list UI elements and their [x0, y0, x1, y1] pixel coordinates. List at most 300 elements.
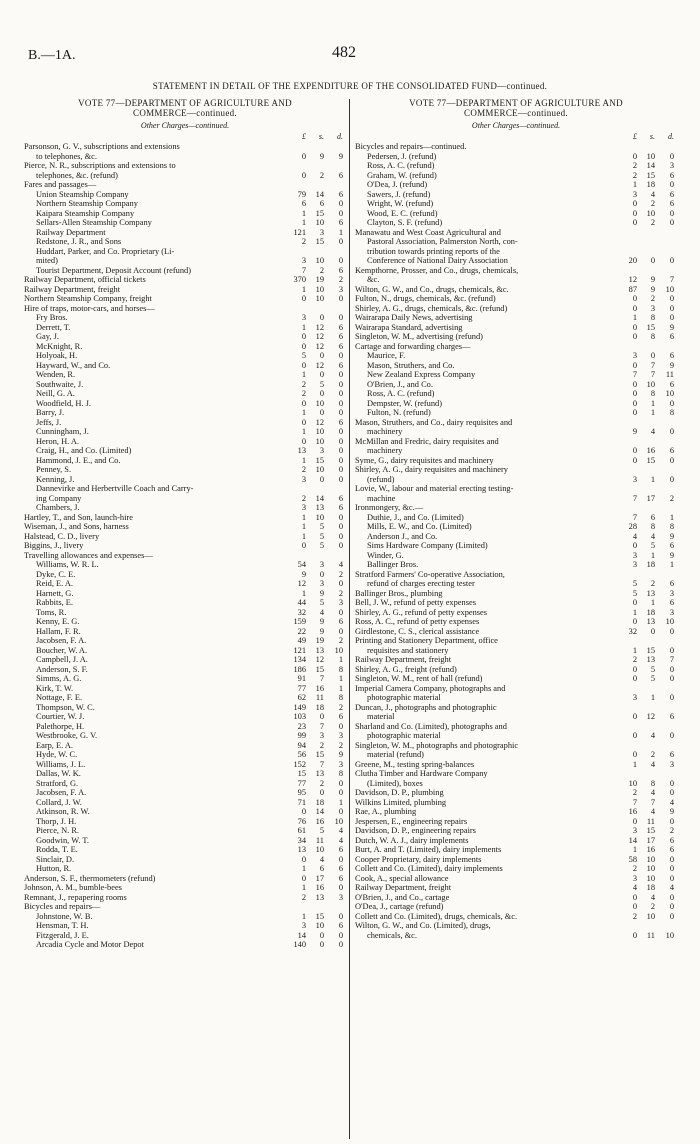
list-item: [24, 380, 346, 390]
amount-pence: 2: [338, 636, 343, 645]
amount-shillings: 14: [646, 161, 655, 170]
item-description: Dempster, W. (refund): [367, 398, 443, 408]
list-item: [355, 617, 677, 627]
amount-pence: 0: [669, 902, 674, 911]
amount-pence: 0: [338, 389, 343, 398]
item-description: Jacobsen, F. A.: [36, 636, 87, 645]
list-item: [24, 475, 346, 485]
item-description: Wairarapa Daily News, advertising: [355, 313, 473, 322]
item-description: Jacobsen, F. A.: [36, 788, 87, 797]
amount-pence: 1: [338, 655, 343, 664]
list-item: [355, 712, 677, 722]
list-item: [24, 627, 346, 637]
amount-pence: 1: [338, 797, 343, 807]
item-description: Penney, S.: [36, 465, 72, 474]
item-description: Ross, A. C. (refund): [367, 389, 435, 398]
item-description: Johnstone, W. B.: [36, 911, 93, 921]
item-description: Lovie, W., labour and material erecting testing-: [355, 484, 514, 493]
amount-pounds: 0: [632, 389, 637, 398]
amount-pounds: 0: [632, 750, 637, 759]
item-description: machine: [367, 493, 396, 503]
list-item: [355, 760, 677, 770]
expenditure-list: [24, 142, 346, 950]
amount-shillings: 11: [646, 930, 655, 940]
amount-pounds: 0: [632, 151, 637, 161]
item-description: Duthie, J., and Co. (Limited): [367, 512, 464, 522]
amount-pounds: 32: [628, 626, 637, 636]
item-description: O'Dea, J., cartage (refund): [355, 902, 444, 911]
amount-pounds: 23: [297, 721, 306, 731]
list-item: [24, 427, 346, 437]
amount-shillings: 12: [315, 341, 324, 351]
amount-shillings: 10: [315, 465, 324, 474]
item-description: Remnant, J., repapering rooms: [24, 892, 127, 902]
page-number: 482: [332, 44, 356, 61]
list-item: [355, 883, 677, 893]
list-item: [355, 513, 677, 523]
item-description: Conference of National Dairy Association: [367, 256, 508, 265]
amount-pounds: 0: [301, 294, 306, 303]
list-item: [24, 560, 346, 570]
amount-pence: 0: [669, 294, 674, 303]
amount-shillings: 17: [646, 835, 655, 845]
item-description: Hutton, R.: [36, 864, 72, 873]
list-item: [355, 788, 677, 798]
list-item: [24, 513, 346, 523]
amount-shillings: 15: [646, 455, 655, 465]
amount-shillings: 7: [319, 759, 324, 769]
item-description: Syme, G., dairy requisites and machinery: [355, 455, 494, 465]
list-item: [24, 275, 346, 285]
amount-shillings: 9: [650, 275, 655, 284]
amount-pence: 0: [669, 151, 674, 161]
amount-pounds: 152: [293, 759, 306, 769]
list-item: [24, 209, 346, 219]
amount-pence: 1: [669, 512, 674, 522]
amount-pence: 4: [338, 560, 343, 569]
list-item: [355, 389, 677, 399]
amount-pounds: 7: [632, 797, 637, 807]
amount-pounds: 0: [301, 854, 306, 864]
list-item: [24, 750, 346, 760]
amount-pounds: 1: [301, 864, 306, 873]
amount-pence: 6: [338, 712, 343, 721]
item-description: Campbell, J. A.: [36, 655, 88, 664]
amount-pence: 6: [338, 332, 343, 341]
item-description: Wilton, G. W., and Co. (Limited), drugs,: [355, 921, 491, 930]
amount-shillings: 10: [315, 921, 324, 930]
amount-pence: 6: [669, 351, 674, 360]
amount-shillings: 5: [650, 664, 655, 674]
item-description: chemicals, &c.: [367, 930, 417, 940]
amount-shillings: 19: [315, 636, 324, 645]
item-description: New Zealand Express Company: [367, 370, 476, 379]
amount-shillings: 15: [646, 826, 655, 835]
amount-pence: 9: [338, 750, 343, 759]
amount-shillings: 0: [319, 313, 324, 322]
amount-pence: 0: [338, 427, 343, 436]
amount-shillings: 19: [315, 275, 324, 284]
list-item: [24, 199, 346, 209]
expenditure-list: [355, 142, 677, 940]
amount-pounds: 87: [628, 284, 637, 294]
amount-shillings: 0: [650, 256, 655, 265]
list-item: [355, 931, 677, 941]
item-description: Cunningham, J.: [36, 427, 89, 436]
amount-pence: 10: [334, 816, 343, 826]
item-description: Boucher, W. A.: [36, 645, 88, 655]
item-description: Wood, E. C. (refund): [367, 208, 438, 218]
item-description: Railway Department, official tickets: [24, 275, 146, 284]
amount-shillings: 13: [315, 645, 324, 655]
list-item: [24, 921, 346, 931]
amount-pounds: 14: [297, 930, 306, 940]
amount-pounds: 1: [301, 408, 306, 417]
item-description: Huddart, Parker, and Co. Proprietary (Li-: [36, 246, 175, 256]
item-description: O'Brien, J., and Co., cartage: [355, 892, 450, 902]
item-description: Biggins, J., livery: [24, 541, 84, 550]
amount-pence: 0: [669, 427, 674, 436]
item-description: Union Steamship Company: [36, 189, 129, 199]
amount-pence: 0: [669, 474, 674, 484]
list-item: [24, 361, 346, 371]
amount-pounds: 3: [301, 256, 306, 265]
item-description: Ross, A. C. (refund): [367, 161, 435, 170]
list-item: [355, 218, 677, 228]
list-item: [355, 456, 677, 466]
item-description: Southwaite, J.: [36, 379, 84, 389]
amount-pence: 10: [665, 284, 674, 294]
item-description: Fulton, N., drugs, chemicals, &c. (refund): [355, 294, 496, 303]
item-description: to telephones, &c.: [36, 151, 97, 161]
amount-shillings: 8: [650, 778, 655, 788]
list-item: [355, 541, 677, 551]
amount-pounds: 1: [301, 911, 306, 921]
item-description: Singleton, W. M., rent of hall (refund): [355, 674, 483, 683]
amount-shillings: 10: [315, 427, 324, 436]
amount-pounds: 32: [297, 607, 306, 617]
amount-pence: 8: [669, 408, 674, 417]
amount-pounds: 0: [301, 170, 306, 180]
list-item: [355, 532, 677, 542]
list-item: [24, 589, 346, 599]
amount-shillings: 10: [315, 845, 324, 854]
item-description: refund of charges erecting tester: [367, 579, 475, 588]
amount-pounds: 2: [632, 170, 637, 180]
amount-shillings: 12: [315, 655, 324, 664]
amount-pence: 0: [669, 788, 674, 797]
item-description: Nottage, F. E.: [36, 693, 83, 702]
amount-pounds: 2: [632, 864, 637, 873]
list-item: [355, 475, 677, 485]
amount-pounds: 1: [301, 370, 306, 379]
amount-pounds: 0: [632, 674, 637, 683]
list-item: [355, 494, 677, 504]
amount-pence: 1: [338, 227, 343, 237]
amount-pounds: 0: [632, 398, 637, 408]
amount-pence: 0: [338, 408, 343, 417]
amount-pence: 6: [338, 873, 343, 883]
item-description: Stratford Farmers' Co-operative Association,: [355, 569, 505, 579]
amount-pence: 9: [669, 531, 674, 541]
item-description: Anderson, S. F., thermometers (refund): [24, 873, 156, 883]
statement-title: STATEMENT IN DETAIL OF THE EXPENDITURE OF THE CONSOLIDATED FUND—continued.: [152, 81, 548, 91]
list-item: [355, 266, 677, 276]
amount-pounds: 1: [301, 522, 306, 531]
amount-shillings: 2: [319, 778, 324, 788]
list-item: [355, 361, 677, 371]
item-description: Bell, J. W., refund of petty expenses: [355, 598, 476, 607]
amount-shillings: 0: [319, 370, 324, 379]
item-description: photographic material: [367, 693, 441, 702]
amount-pence: 0: [338, 199, 343, 208]
amount-pounds: 1: [301, 322, 306, 332]
amount-pounds: 0: [301, 417, 306, 427]
amount-pence: 3: [338, 731, 343, 740]
amount-pounds: 149: [293, 702, 306, 712]
amount-shillings: 1: [650, 598, 655, 607]
amount-pence: 0: [338, 930, 343, 940]
amount-shillings: 2: [650, 902, 655, 911]
amount-shillings: 2: [650, 750, 655, 759]
list-item: [355, 674, 677, 684]
list-item: [355, 190, 677, 200]
amount-pence: 0: [669, 180, 674, 189]
list-item: [24, 655, 346, 665]
list-item: [355, 399, 677, 409]
list-item: [355, 209, 677, 219]
amount-pounds: 140: [293, 940, 306, 949]
amount-shillings: 10: [315, 256, 324, 265]
amount-shillings: 15: [315, 664, 324, 674]
amount-pounds: 0: [301, 541, 306, 550]
vote-title-continued: COMMERCE—continued.: [133, 108, 237, 118]
amount-shillings: 0: [319, 712, 324, 721]
list-item: [355, 684, 677, 694]
amount-shillings: 1: [650, 550, 655, 560]
amount-pounds: 0: [632, 930, 637, 940]
list-item: [24, 247, 346, 257]
amount-pounds: 12: [628, 275, 637, 284]
item-description: Harnett, G.: [36, 588, 74, 598]
amount-pounds: 22: [297, 626, 306, 636]
list-item: [24, 323, 346, 333]
amount-pounds: 58: [628, 854, 637, 864]
right-column: [355, 98, 677, 940]
item-description: telephones, &c. (refund): [36, 170, 118, 180]
item-description: Bicycles and repairs—continued.: [355, 142, 467, 151]
amount-pounds: 0: [632, 294, 637, 303]
amount-pence: 0: [338, 721, 343, 731]
item-description: material (refund): [367, 750, 424, 759]
item-description: Graham, W. (refund): [367, 170, 437, 180]
amount-pence: 0: [669, 208, 674, 218]
amount-pounds: 0: [301, 341, 306, 351]
item-description: Wairarapa Standard, advertising: [355, 322, 463, 332]
vote-title-continued: COMMERCE—continued.: [464, 108, 568, 118]
list-item: [355, 551, 677, 561]
list-item: [355, 152, 677, 162]
list-item: [24, 902, 346, 912]
list-item: [355, 731, 677, 741]
list-item: [355, 722, 677, 732]
list-item: [24, 636, 346, 646]
amount-pence: 6: [338, 921, 343, 930]
item-description: requisites and stationery: [367, 645, 449, 655]
item-description: Goodwin, W. T.: [36, 835, 89, 845]
amount-shillings: 3: [650, 303, 655, 313]
amount-pence: 6: [338, 189, 343, 199]
amount-pounds: 5: [632, 588, 637, 598]
amount-pence: 0: [338, 294, 343, 303]
amount-pounds: 0: [301, 360, 306, 370]
amount-shillings: 4: [650, 531, 655, 541]
item-description: Kaipara Steamship Company: [36, 208, 135, 218]
amount-shillings: 15: [646, 645, 655, 655]
list-item: [24, 522, 346, 532]
amount-shillings: 8: [650, 332, 655, 341]
list-item: [24, 665, 346, 675]
amount-shillings: 10: [315, 512, 324, 522]
list-item: [24, 446, 346, 456]
amount-pence: 9: [338, 151, 343, 161]
amount-shillings: 8: [650, 522, 655, 531]
amount-pounds: 2: [632, 788, 637, 797]
amount-shillings: 2: [650, 199, 655, 208]
list-item: [355, 703, 677, 713]
amount-pounds: 0: [301, 332, 306, 341]
amount-pounds: 54: [297, 560, 306, 569]
item-description: Williams, J. L.: [36, 759, 86, 769]
amount-shillings: 9: [319, 588, 324, 598]
amount-pounds: 76: [297, 816, 306, 826]
list-item: [355, 836, 677, 846]
item-description: Sims Hardware Company (Limited): [367, 541, 488, 550]
list-item: [24, 180, 346, 190]
amount-pence: 8: [338, 664, 343, 674]
item-description: Rae, A., plumbing: [355, 807, 417, 816]
amount-pence: 0: [338, 579, 343, 588]
amount-pence: 0: [338, 531, 343, 541]
list-item: [24, 408, 346, 418]
item-description: Rodda, T. E.: [36, 845, 78, 854]
amount-shillings: 5: [319, 531, 324, 541]
amount-pounds: 2: [632, 655, 637, 664]
list-item: [24, 769, 346, 779]
amount-pence: 0: [669, 873, 674, 883]
list-item: [24, 883, 346, 893]
item-description: Woodfield, H. J.: [36, 398, 91, 408]
list-item: [24, 703, 346, 713]
list-item: [24, 437, 346, 447]
item-description: Jespersen, E., engineering repairs: [355, 816, 468, 826]
list-item: [24, 171, 346, 181]
section-subheading: Other Charges—continued.: [140, 121, 230, 130]
amount-pounds: 34: [297, 835, 306, 845]
amount-shillings: 0: [319, 474, 324, 484]
item-description: Anderson J., and Co.: [367, 531, 438, 541]
amount-pence: 6: [338, 864, 343, 873]
item-description: Pedersen, J. (refund): [367, 151, 437, 161]
amount-pence: 6: [669, 835, 674, 845]
list-item: [355, 912, 677, 922]
list-item: [24, 712, 346, 722]
amount-shillings: 7: [650, 370, 655, 379]
list-item: [24, 370, 346, 380]
list-item: [24, 152, 346, 162]
amount-pence: 4: [338, 826, 343, 835]
amount-pence: 10: [665, 930, 674, 940]
amount-pounds: 49: [297, 636, 306, 645]
item-description: Kenning, J.: [36, 474, 75, 484]
amount-shillings: 4: [650, 892, 655, 902]
amount-shillings: 5: [319, 541, 324, 550]
vote-title: VOTE 77—DEPARTMENT OF AGRICULTURE AND: [409, 98, 623, 108]
list-item: [24, 845, 346, 855]
amount-pence: 0: [338, 237, 343, 246]
amount-pence: 0: [338, 883, 343, 892]
item-description: Westbrooke, G. V.: [36, 731, 98, 740]
list-item: [355, 769, 677, 779]
amount-shillings: 16: [646, 446, 655, 455]
amount-pence: 11: [665, 370, 674, 379]
shillings-header: s.: [649, 132, 655, 141]
amount-pounds: 1: [301, 208, 306, 218]
amount-pounds: 0: [632, 816, 637, 826]
item-description: Dallas, W. K.: [36, 769, 81, 778]
amount-shillings: 15: [315, 237, 324, 246]
amount-pounds: 2: [301, 379, 306, 389]
amount-pounds: 3: [632, 474, 637, 484]
item-description: Jeffs, J.: [36, 417, 62, 427]
item-description: Parsonson, G. V., subscriptions and extensions: [24, 142, 180, 151]
amount-pounds: 0: [632, 617, 637, 626]
amount-pounds: 0: [632, 218, 637, 227]
amount-shillings: 0: [319, 788, 324, 797]
amount-shillings: 8: [650, 389, 655, 398]
amount-pence: 1: [669, 560, 674, 569]
amount-pounds: 1: [301, 218, 306, 227]
list-item: [24, 285, 346, 295]
amount-pence: 0: [338, 778, 343, 788]
amount-pounds: 1: [632, 313, 637, 322]
amount-shillings: 15: [646, 322, 655, 332]
list-item: [355, 902, 677, 912]
item-description: Pastoral Association, Palmerston North, con-: [367, 237, 518, 246]
item-description: Dutch, W. A. J., dairy implements: [355, 835, 469, 845]
amount-shillings: 2: [319, 265, 324, 275]
amount-shillings: 5: [319, 522, 324, 531]
amount-pence: 9: [669, 807, 674, 816]
amount-pence: 2: [338, 740, 343, 750]
list-item: [355, 798, 677, 808]
item-description: Kirk, T. W.: [36, 683, 74, 693]
amount-pounds: 79: [297, 189, 306, 199]
amount-shillings: 6: [319, 864, 324, 873]
amount-pence: 0: [338, 541, 343, 550]
item-description: Hammond, J. E., and Co.: [36, 455, 121, 465]
amount-shillings: 13: [315, 769, 324, 778]
amount-pounds: 3: [632, 560, 637, 569]
item-description: Singleton, W. M., photographs and photographic: [355, 740, 519, 750]
list-item: [24, 332, 346, 342]
amount-shillings: 16: [315, 816, 324, 826]
amount-pounds: 0: [301, 398, 306, 408]
amount-pence: 3: [669, 607, 674, 617]
amount-pence: 0: [669, 892, 674, 902]
amount-shillings: 3: [319, 227, 324, 237]
amount-pounds: 77: [297, 778, 306, 788]
